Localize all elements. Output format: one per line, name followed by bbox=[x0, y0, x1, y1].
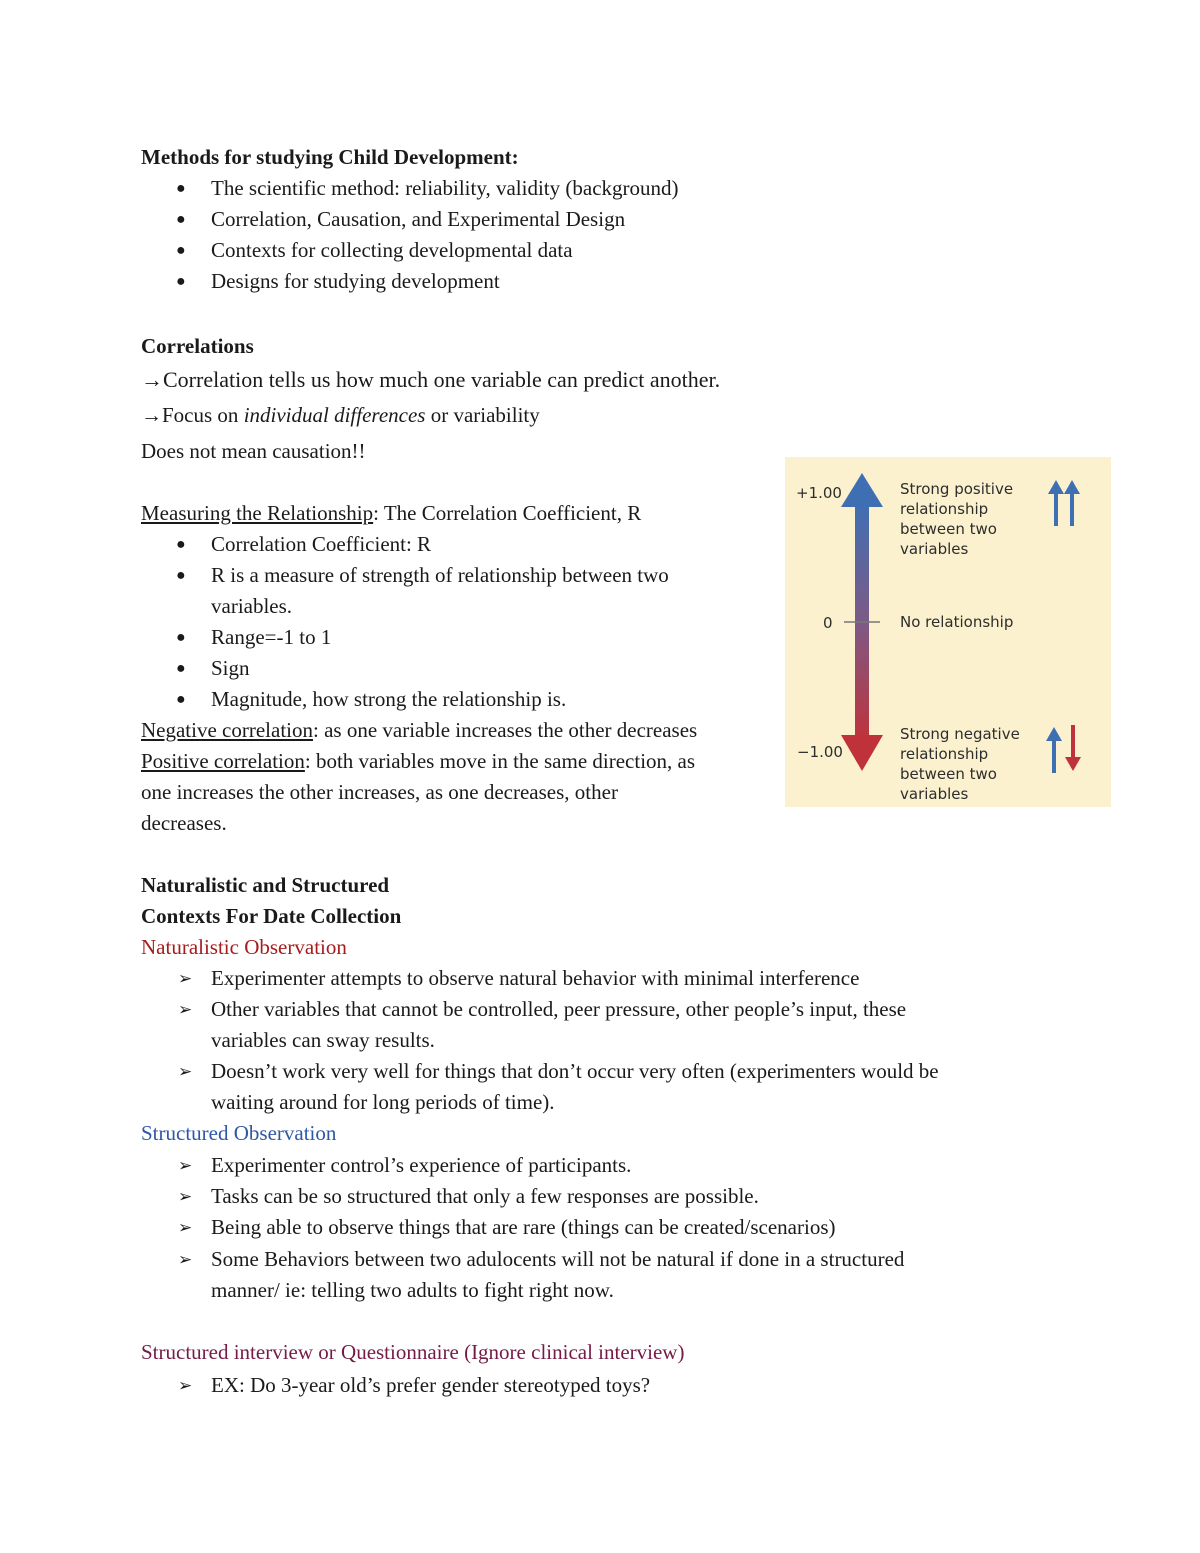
measuring-rest: : The Correlation Coefficient, R bbox=[373, 501, 642, 525]
positive-correlation-line3: decreases. bbox=[141, 811, 227, 835]
list-item: Other variables that cannot be controlled, peer pressure, other people’s input, these bbox=[211, 997, 907, 1021]
negative-correlation-label: Negative correlation bbox=[141, 718, 313, 742]
focus-line-emphasis: individual differences bbox=[243, 403, 426, 427]
arrow-bullet-icon: ➢ bbox=[178, 1062, 193, 1081]
list-item-continuation: waiting around for long periods of time). bbox=[211, 1090, 555, 1114]
structured-heading: Structured Observation bbox=[141, 1121, 337, 1145]
arrow-bullet-icon: ➢ bbox=[178, 1250, 193, 1269]
interview-heading: Structured interview or Questionnaire (Ignore clinical interview) bbox=[141, 1340, 685, 1364]
bottom-label-line: variables bbox=[900, 785, 969, 803]
list-item: Range=-1 to 1 bbox=[211, 625, 332, 649]
focus-line bbox=[141, 400, 540, 431]
up-arrowhead-icon bbox=[841, 473, 883, 507]
bullet-icon: ● bbox=[176, 242, 186, 259]
bullet-icon: ● bbox=[176, 629, 186, 646]
list-item: Contexts for collecting developmental data bbox=[211, 238, 573, 262]
bullet-icon: ● bbox=[176, 660, 186, 677]
top-label-line: relationship bbox=[900, 500, 989, 518]
list-item: Magnitude, how strong the relationship is. bbox=[211, 687, 567, 711]
bottom-label-line: Strong negative bbox=[900, 725, 1020, 743]
list-item: Experimenter attempts to observe natural behavior with minimal interference bbox=[211, 966, 860, 990]
positive-correlation-label: Positive correlation bbox=[141, 749, 305, 773]
arrow-bullet-icon: ➢ bbox=[178, 1187, 193, 1206]
up-down-arrows-icon bbox=[1046, 725, 1081, 773]
top-label-line: variables bbox=[900, 540, 969, 558]
bottom-label-line: between two bbox=[900, 765, 997, 783]
section-title-contexts-2: Contexts For Date Collection bbox=[141, 904, 402, 928]
mid-label: No relationship bbox=[900, 613, 1014, 631]
two-up-arrows-icon bbox=[1048, 480, 1080, 526]
bullet-icon: ● bbox=[176, 180, 186, 197]
mid-value: 0 bbox=[823, 614, 833, 632]
list-item: EX: Do 3-year old’s prefer gender stereotyped toys? bbox=[211, 1373, 651, 1397]
measuring-label: Measuring the Relationship bbox=[141, 501, 374, 525]
list-item: Correlation Coefficient: R bbox=[211, 532, 432, 556]
bottom-value: −1.00 bbox=[797, 743, 843, 761]
top-label-line: between two bbox=[900, 520, 997, 538]
positive-correlation-rest: : both variables move in the same direction, as bbox=[304, 749, 696, 773]
focus-line-pre: →Focus on bbox=[141, 403, 244, 427]
list-item: R is a measure of strength of relationship between two bbox=[211, 563, 669, 587]
measuring-line bbox=[141, 498, 641, 529]
arrow-bullet-icon: ➢ bbox=[178, 1376, 193, 1395]
arrow-bullet-icon: ➢ bbox=[178, 1218, 193, 1237]
bullet-icon: ● bbox=[176, 567, 186, 584]
bottom-label bbox=[900, 724, 1020, 804]
correlation-scale-diagram bbox=[785, 457, 1111, 807]
list-item-continuation: variables can sway results. bbox=[211, 1028, 435, 1052]
section-title-correlations: Correlations bbox=[141, 334, 254, 358]
list-item: Tasks can be so structured that only a few responses are possible. bbox=[211, 1184, 759, 1208]
arrow-bullet-icon: ➢ bbox=[178, 1156, 193, 1175]
list-item: Doesn’t work very well for things that don’t occur very often (experimenters would be bbox=[211, 1059, 939, 1083]
arrow-bullet-icon: ➢ bbox=[178, 1000, 193, 1019]
list-item: Being able to observe things that are rare (things can be created/scenarios) bbox=[211, 1215, 836, 1239]
top-label-line: Strong positive bbox=[900, 480, 1014, 498]
list-item: Correlation, Causation, and Experimental Design bbox=[211, 207, 626, 231]
positive-correlation-line2: one increases the other increases, as one decreases, other bbox=[141, 780, 618, 804]
top-label bbox=[900, 479, 1013, 559]
naturalistic-heading: Naturalistic Observation bbox=[141, 935, 347, 959]
bullet-icon: ● bbox=[176, 536, 186, 553]
arrow-bullet-icon: ➢ bbox=[178, 969, 193, 988]
focus-line-post: or variability bbox=[425, 403, 540, 427]
positive-correlation-line bbox=[141, 746, 695, 777]
negative-correlation-line bbox=[141, 715, 697, 746]
section-title-methods: Methods for studying Child Development: bbox=[141, 145, 519, 169]
list-item: The scientific method: reliability, validity (background) bbox=[211, 176, 679, 200]
list-item-continuation: manner/ ie: telling two adults to fight right now. bbox=[211, 1278, 614, 1302]
section-title-contexts-1: Naturalistic and Structured bbox=[141, 873, 390, 897]
list-item-continuation: variables. bbox=[211, 594, 293, 618]
causation-note: Does not mean causation!! bbox=[141, 439, 366, 463]
down-arrowhead-icon bbox=[841, 735, 883, 771]
correlation-definition: →Correlation tells us how much one variable can predict another. bbox=[141, 367, 721, 392]
top-value: +1.00 bbox=[796, 484, 842, 502]
bottom-label-line: relationship bbox=[900, 745, 989, 763]
bullet-icon: ● bbox=[176, 273, 186, 290]
bullet-icon: ● bbox=[176, 211, 186, 228]
list-item: Designs for studying development bbox=[211, 269, 500, 293]
list-item: Experimenter control’s experience of participants. bbox=[211, 1153, 632, 1177]
list-item: Sign bbox=[211, 656, 250, 680]
negative-correlation-rest: : as one variable increases the other decreases bbox=[313, 718, 698, 742]
bullet-icon: ● bbox=[176, 691, 186, 708]
list-item: Some Behaviors between two adulocents will not be natural if done in a structured bbox=[211, 1247, 905, 1271]
